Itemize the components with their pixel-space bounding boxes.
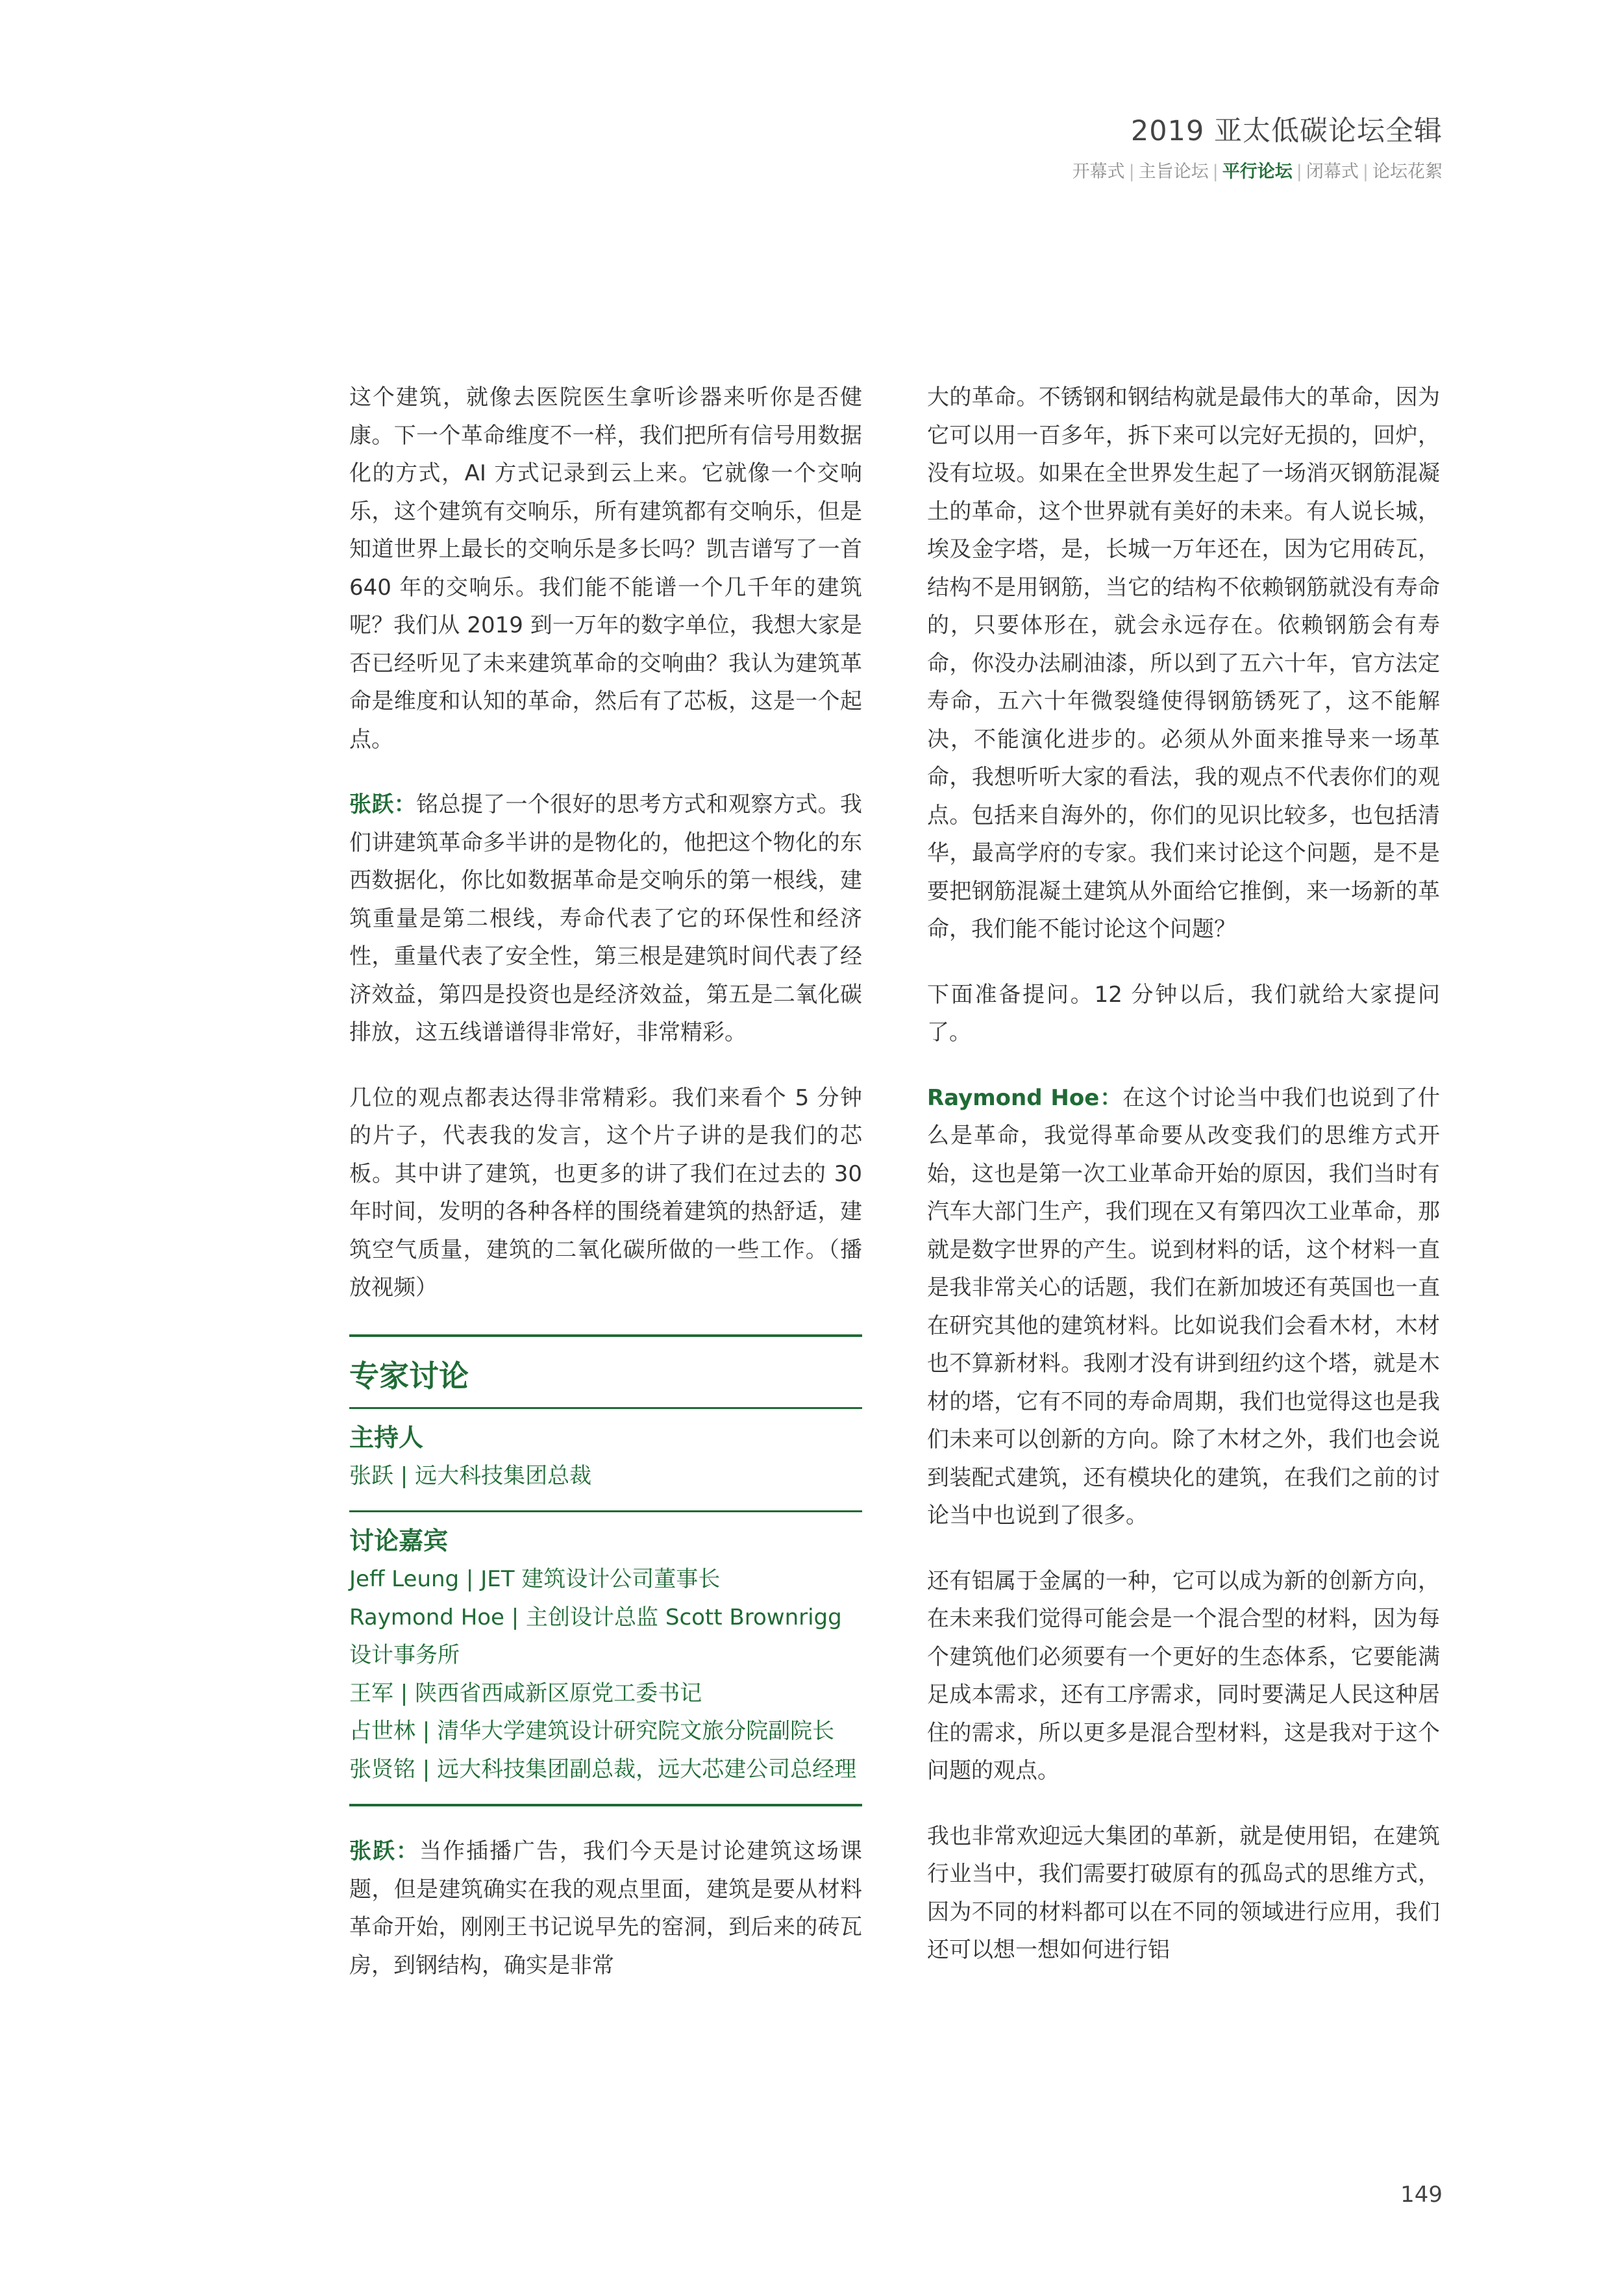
guest-item: 占世林 | 清华大学建筑设计研究院文旅分院副院长 (349, 1718, 835, 1744)
host-label: 主持人 (349, 1423, 424, 1452)
nav-separator: | (1362, 162, 1369, 182)
speaker-name: 张跃： (349, 792, 417, 817)
nav-separator: | (1212, 162, 1219, 182)
speaker-text: 当作插播广告，我们今天是讨论建筑这场课题，但是建筑确实在我的观点里面，建筑是要从材料革命开始，刚刚王书记说早先的窑洞，到后来的砖瓦房，到钢结构，确实是非常 (349, 1838, 862, 1978)
guest-list (349, 1560, 862, 1788)
nav-item-closing[interactable]: 闭幕式 (1306, 162, 1359, 182)
paragraph: 我也非常欢迎远大集团的革新，就是使用铝，在建筑行业当中，我们需要打破原有的孤岛式的思维方式，因为不同的材料都可以在不同的领域进行应用，我们还可以想一想如何进行铝 (927, 1823, 1440, 1963)
section-navigation (1072, 157, 1443, 182)
guests-label: 讨论嘉宾 (349, 1527, 449, 1555)
speaker-text: 铭总提了一个很好的思考方式和观察方式。我们讲建筑革命多半讲的是物化的，他把这个物化的东西数据化，你比如数据革命是交响乐的第一根线，建筑重量是第二根线，寿命代表了它的环保性和经济性，重量代表了安全性，第三根是建筑时间代表了经济效益，第四是投资也是经济效益，第五是二氧化碳排放，这五线谱谱得非常好，非常精彩。 (349, 792, 863, 1045)
nav-item-keynote[interactable]: 主旨论坛 (1138, 162, 1209, 182)
panel-section-title: 专家讨论 (349, 1358, 469, 1393)
nav-separator: | (1296, 162, 1302, 182)
paragraph: 大的革命。不锈钢和钢结构就是最伟大的革命，因为它可以用一百多年，拆下来可以完好无损的，回炉，没有垃圾。如果在全世界发生起了一场消灭钢筋混凝土的革命，这个世界就有美好的未来。有人说长城，埃及金字塔，是，长城一万年还在，因为它用砖瓦，结构不是用钢筋，当它的结构不依赖钢筋就没有寿命的，只要体形在，就会永远存在。依赖钢筋会有寿命，你没办法刷油漆，所以到了五六十年，官方法定寿命，五六十年微裂缝使得钢筋锈死了，这不能解决，不能演化进步的。必须从外面来推导来一场革命，我想听听大家的看法，我的观点不代表你们的观点。包括来自海外的，你们的见识比较多，也包括清华，最高学府的专家。我们来讨论这个问题，是不是要把钢筋混凝土建筑从外面给它推倒，来一场新的革命，我们能不能讨论这个问题？ (927, 384, 1440, 942)
paragraph: 这个建筑，就像去医院医生拿听诊器来听你是否健康。下一个革命维度不一样，我们把所有信号用数据化的方式，AI 方式记录到云上来。它就像一个交响乐，这个建筑有交响乐，所有建筑都有交响乐，但是知道世界上最长的交响乐是多长吗？凯吉谱写了一首 640 年的交响乐。我们能不能谱一个几千年的建筑呢？我们从 2019 到一万年的数字单位，我想大家是否已经听见了未来建筑革命的交响曲？我认为建筑革命是维度和认知的革命，然后有了芯板，这是一个起点。 (349, 384, 862, 753)
publication-title: 2019 亚太低碳论坛全辑 (1130, 115, 1443, 147)
right-column (927, 379, 1440, 1997)
speaker-name: Raymond Hoe： (927, 1084, 1123, 1111)
guest-item: Jeff Leung | JET 建筑设计公司董事长 (349, 1566, 721, 1592)
nav-separator: | (1128, 162, 1135, 182)
guests-block (349, 1512, 862, 1804)
nav-item-opening[interactable]: 开幕式 (1072, 162, 1125, 182)
nav-item-highlights[interactable]: 论坛花絮 (1372, 162, 1443, 182)
speaker-paragraph (349, 786, 862, 1052)
left-column (349, 379, 862, 2012)
page-number: 149 (1400, 2182, 1443, 2208)
guest-item: 王军 | 陕西省西咸新区原党工委书记 (349, 1680, 702, 1706)
speaker-paragraph (349, 1832, 862, 1984)
nav-item-parallel-forum[interactable]: 平行论坛 (1222, 162, 1293, 182)
speaker-paragraph (927, 1079, 1440, 1535)
paragraph: 几位的观点都表达得非常精彩。我们来看个 5 分钟的片子，代表我的发言，这个片子讲的是我们的芯板。其中讲了建筑，也更多的讲了我们在过去的 30 年时间，发明的各种各样的围绕着建筑的热舒适，建筑空气质量，建筑的二氧化碳所做的一些工作。（播放视频） (349, 1084, 862, 1301)
guest-item: Raymond Hoe | 主创设计总监 Scott Brownrigg 设计事务所 (349, 1604, 842, 1668)
speaker-text: 在这个讨论当中我们也说到了什么是革命，我觉得革命要从改变我们的思维方式开始，这也是第一次工业革命开始的原因，我们当时有汽车大部门生产，我们现在又有第四次工业革命，那就是数字世界的产生。说到材料的话，这个材料一直是我非常关心的话题，我们在新加坡还有英国也一直在研究其他的建筑材料。比如说我们会看木材，木材也不算新材料。我刚才没有讲到纽约这个塔，就是木材的塔，它有不同的寿命周期，我们也觉得这也是我们未来可以创新的方向。除了木材之外，我们也会说到装配式建筑，还有模块化的建筑，在我们之前的讨论当中也说到了很多。 (927, 1084, 1441, 1529)
host-block (349, 1409, 862, 1511)
section-divider (349, 1804, 862, 1806)
guest-item: 张贤铭 | 远大科技集团副总裁，远大芯建公司总经理 (349, 1756, 857, 1782)
speaker-name: 张跃： (349, 1838, 419, 1864)
paragraph: 还有铝属于金属的一种，它可以成为新的创新方向，在未来我们觉得可能会是一个混合型的材料，因为每个建筑他们必须要有一个更好的生态体系，它要能满足成本需求，还有工序需求，同时要满足人民这种居住的需求，所以更多是混合型材料，这是我对于这个问题的观点。 (927, 1567, 1440, 1784)
section-divider (349, 1334, 862, 1337)
host-name: 张跃 | 远大科技集团总裁 (349, 1462, 592, 1489)
paragraph: 下面准备提问。12 分钟以后，我们就给大家提问了。 (927, 981, 1440, 1045)
